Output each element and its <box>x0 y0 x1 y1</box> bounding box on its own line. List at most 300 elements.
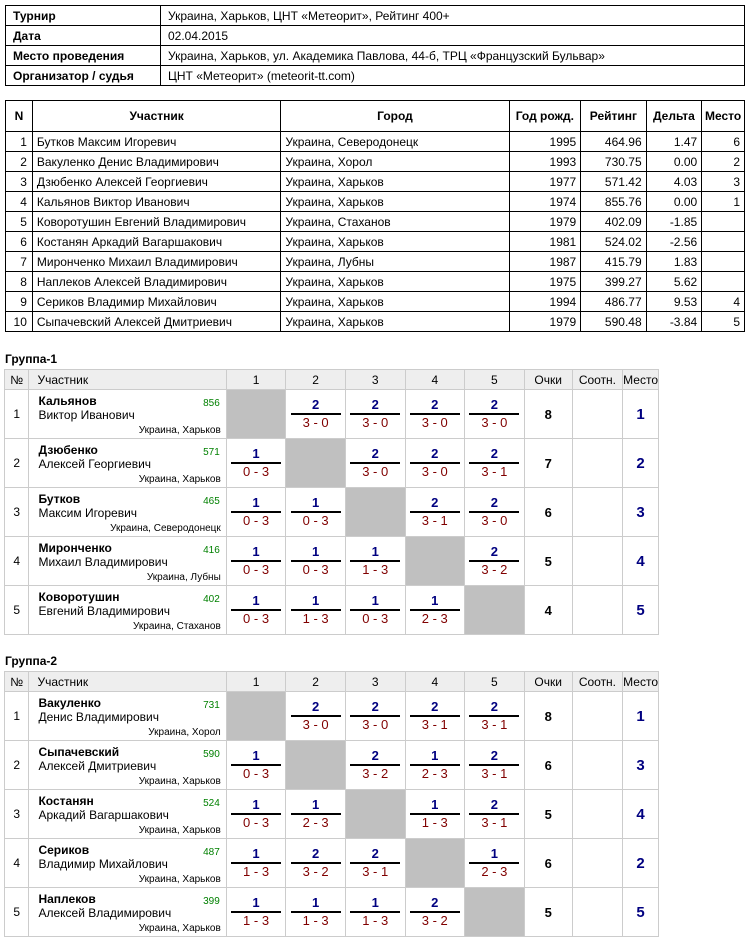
match-score <box>410 593 460 627</box>
participant-row <box>6 252 745 272</box>
participant-cell: Украина, Северодонецк <box>281 132 509 152</box>
group-header-cell: 1 <box>226 672 286 692</box>
match-score <box>350 446 400 480</box>
participant-cell: Украина, Хорол <box>281 152 509 172</box>
match-points: 2 <box>350 699 400 717</box>
match-score <box>231 846 281 880</box>
match-points: 1 <box>350 544 400 562</box>
match-score <box>231 748 281 782</box>
set-score: 3 - 1 <box>481 815 508 830</box>
match-result-cell <box>345 537 405 586</box>
participant-cell: Наплеков Алексей Владимирович <box>32 272 281 292</box>
match-score <box>350 544 400 578</box>
participant-cell: Костанян Аркадий Вагаршакович <box>32 232 281 252</box>
match-points: 2 <box>410 895 460 913</box>
match-score <box>410 797 460 831</box>
self-match-cell <box>465 888 525 937</box>
participant-cell: 415.79 <box>581 252 646 272</box>
self-match-cell <box>465 586 525 635</box>
set-score: 3 - 2 <box>481 562 508 577</box>
player-last-name: Дзюбенко <box>38 443 98 457</box>
set-score: 0 - 3 <box>243 513 270 528</box>
match-result-cell <box>465 390 525 439</box>
group-row <box>5 586 659 635</box>
group-header-cell: 4 <box>405 370 465 390</box>
match-score <box>291 797 341 831</box>
player-last-name: Сыпачевский <box>38 745 120 759</box>
set-score: 2 - 3 <box>421 611 448 626</box>
participant-row <box>6 272 745 292</box>
player-city: Украина, Харьков <box>138 474 221 485</box>
match-score <box>410 895 460 929</box>
group-header <box>5 672 659 692</box>
ratio-cell <box>572 488 622 537</box>
info-row <box>6 26 745 46</box>
participant-cell: 524.02 <box>581 232 646 252</box>
participant-row <box>6 312 745 332</box>
participant-cell: Украина, Харьков <box>281 312 509 332</box>
match-points: 2 <box>350 846 400 864</box>
match-result-cell <box>465 692 525 741</box>
match-score <box>469 797 519 831</box>
participant-cell: Миронченко Михаил Владимирович <box>32 252 281 272</box>
participant-cell: 855.76 <box>581 192 646 212</box>
group-body <box>5 692 659 937</box>
points-cell: 6 <box>524 741 572 790</box>
match-result-cell <box>286 586 346 635</box>
match-score <box>350 397 400 431</box>
match-result-cell <box>405 439 465 488</box>
match-points: 1 <box>291 895 341 913</box>
participant-cell: 6 <box>702 132 745 152</box>
match-points: 1 <box>231 846 281 864</box>
ratio-cell <box>572 692 622 741</box>
match-points: 2 <box>469 797 519 815</box>
match-result-cell <box>286 839 346 888</box>
player-first-name: Алексей Владимирович <box>38 906 172 920</box>
participant-cell: Украина, Харьков <box>281 232 509 252</box>
match-result-cell <box>345 741 405 790</box>
player-cell <box>29 741 226 790</box>
set-score: 3 - 0 <box>362 415 389 430</box>
participant-cell: Кальянов Виктор Иванович <box>32 192 281 212</box>
set-score: 3 - 2 <box>421 913 448 928</box>
self-match-cell <box>226 390 286 439</box>
participant-cell: 9.53 <box>646 292 702 312</box>
place-cell: 1 <box>623 692 659 741</box>
place-cell: 4 <box>623 537 659 586</box>
match-score <box>231 544 281 578</box>
player-rating: 465 <box>203 496 220 507</box>
group-header-cell: 2 <box>286 370 346 390</box>
set-score: 0 - 3 <box>302 513 329 528</box>
group-body <box>5 390 659 635</box>
participants-header-cell: Город <box>281 101 509 132</box>
place-cell: 5 <box>623 888 659 937</box>
participant-row <box>6 192 745 212</box>
match-score <box>350 895 400 929</box>
participant-cell: 5.62 <box>646 272 702 292</box>
player-rating: 399 <box>203 896 220 907</box>
player-last-name: Костанян <box>38 794 94 808</box>
match-points: 2 <box>350 748 400 766</box>
participant-cell: 8 <box>6 272 33 292</box>
participant-cell: 4.03 <box>646 172 702 192</box>
participant-cell: 1981 <box>509 232 581 252</box>
match-points: 2 <box>291 846 341 864</box>
ratio-cell <box>572 439 622 488</box>
player-rating: 487 <box>203 847 220 858</box>
self-match-cell <box>226 692 286 741</box>
match-result-cell <box>405 692 465 741</box>
match-result-cell <box>286 390 346 439</box>
match-points: 1 <box>231 544 281 562</box>
match-points: 1 <box>350 593 400 611</box>
participant-cell: 486.77 <box>581 292 646 312</box>
participant-cell: -1.85 <box>646 212 702 232</box>
participant-cell: 0.00 <box>646 192 702 212</box>
ratio-cell <box>572 741 622 790</box>
match-score <box>410 397 460 431</box>
participant-cell: Вакуленко Денис Владимирович <box>32 152 281 172</box>
points-cell: 8 <box>524 390 572 439</box>
participant-cell: 1979 <box>509 212 581 232</box>
points-cell: 6 <box>524 488 572 537</box>
self-match-cell <box>345 790 405 839</box>
player-cell <box>29 390 226 439</box>
match-score <box>291 699 341 733</box>
player-last-name: Миронченко <box>38 541 112 555</box>
player-rating: 571 <box>203 447 220 458</box>
participant-cell: 3 <box>6 172 33 192</box>
group-row <box>5 692 659 741</box>
match-score <box>291 544 341 578</box>
player-first-name: Максим Игоревич <box>38 506 138 520</box>
participants-header-cell: Участник <box>32 101 281 132</box>
player-city: Украина, Харьков <box>138 874 221 885</box>
group-row <box>5 790 659 839</box>
participant-cell: 399.27 <box>581 272 646 292</box>
match-result-cell <box>226 537 286 586</box>
set-score: 1 - 3 <box>362 913 389 928</box>
player-last-name: Коворотушин <box>38 590 120 604</box>
match-points: 1 <box>410 748 460 766</box>
player-cell <box>29 839 226 888</box>
player-last-name: Вакуленко <box>38 696 101 710</box>
group-header-row <box>5 370 659 390</box>
set-score: 3 - 1 <box>362 864 389 879</box>
info-label: Турнир <box>6 6 161 26</box>
match-score <box>231 895 281 929</box>
row-number: 1 <box>5 390 29 439</box>
player-rating: 731 <box>203 700 220 711</box>
match-result-cell <box>226 888 286 937</box>
match-result-cell <box>465 488 525 537</box>
match-result-cell <box>465 839 525 888</box>
set-score: 3 - 0 <box>481 415 508 430</box>
group-header-cell: Место <box>623 672 659 692</box>
group-header-cell: № <box>5 672 29 692</box>
match-points: 2 <box>469 699 519 717</box>
info-value: Украина, Харьков, ул. Академика Павлова, 44-б, ТРЦ «Французский Бульвар» <box>161 46 745 66</box>
row-number: 3 <box>5 790 29 839</box>
info-label: Место проведения <box>6 46 161 66</box>
group-row <box>5 439 659 488</box>
set-score: 3 - 2 <box>362 766 389 781</box>
match-result-cell <box>286 537 346 586</box>
group-2-table <box>4 671 659 937</box>
participant-cell: 1.47 <box>646 132 702 152</box>
match-points: 1 <box>291 544 341 562</box>
tournament-info-table <box>5 5 745 86</box>
participant-cell: 464.96 <box>581 132 646 152</box>
participant-cell: Сериков Владимир Михайлович <box>32 292 281 312</box>
match-result-cell <box>345 839 405 888</box>
set-score: 1 - 3 <box>421 815 448 830</box>
player-rating: 590 <box>203 749 220 760</box>
player-city: Украина, Харьков <box>138 425 221 436</box>
set-score: 3 - 1 <box>481 464 508 479</box>
match-points: 2 <box>469 544 519 562</box>
match-score <box>291 593 341 627</box>
match-result-cell <box>465 439 525 488</box>
participant-cell: Украина, Харьков <box>281 172 509 192</box>
match-result-cell <box>465 741 525 790</box>
set-score: 0 - 3 <box>362 611 389 626</box>
ratio-cell <box>572 790 622 839</box>
set-score: 0 - 3 <box>243 464 270 479</box>
group-header-cell: 3 <box>345 672 405 692</box>
participant-cell: -3.84 <box>646 312 702 332</box>
group-header-cell: Очки <box>524 370 572 390</box>
participant-cell: 0.00 <box>646 152 702 172</box>
participant-cell: 1975 <box>509 272 581 292</box>
match-points: 1 <box>231 593 281 611</box>
participants-table <box>5 100 745 332</box>
place-cell: 2 <box>623 839 659 888</box>
participants-header-cell: Место <box>702 101 745 132</box>
participant-cell: Коворотушин Евгений Владимирович <box>32 212 281 232</box>
match-points: 1 <box>291 797 341 815</box>
participants-header-cell: N <box>6 101 33 132</box>
match-points: 2 <box>469 748 519 766</box>
participant-cell: 1.83 <box>646 252 702 272</box>
participant-cell: 10 <box>6 312 33 332</box>
group-1-title: Группа-1 <box>5 352 58 366</box>
participants-header-cell: Рейтинг <box>581 101 646 132</box>
match-score <box>469 846 519 880</box>
set-score: 3 - 1 <box>481 717 508 732</box>
set-score: 2 - 3 <box>421 766 448 781</box>
set-score: 2 - 3 <box>302 815 329 830</box>
set-score: 0 - 3 <box>243 562 270 577</box>
group-2-title: Группа-2 <box>5 654 58 668</box>
participant-cell: 1979 <box>509 312 581 332</box>
row-number: 2 <box>5 741 29 790</box>
match-points: 1 <box>469 846 519 864</box>
match-result-cell <box>405 390 465 439</box>
participant-cell: 1995 <box>509 132 581 152</box>
set-score: 1 - 3 <box>302 611 329 626</box>
participant-cell: 1993 <box>509 152 581 172</box>
place-cell: 4 <box>623 790 659 839</box>
ratio-cell <box>572 586 622 635</box>
player-first-name: Михаил Владимирович <box>38 555 168 569</box>
self-match-cell <box>405 839 465 888</box>
participant-row <box>6 152 745 172</box>
match-points: 2 <box>469 446 519 464</box>
row-number: 3 <box>5 488 29 537</box>
participant-cell: 1974 <box>509 192 581 212</box>
points-cell: 8 <box>524 692 572 741</box>
player-city: Украина, Харьков <box>138 923 221 934</box>
match-result-cell <box>405 741 465 790</box>
match-result-cell <box>226 790 286 839</box>
group-header-cell: Очки <box>524 672 572 692</box>
info-value: Украина, Харьков, ЦНТ «Метеорит», Рейтинг 400+ <box>161 6 745 26</box>
player-rating: 524 <box>203 798 220 809</box>
match-points: 2 <box>469 397 519 415</box>
match-result-cell <box>345 586 405 635</box>
match-score <box>410 495 460 529</box>
match-result-cell <box>226 741 286 790</box>
group-header-cell: № <box>5 370 29 390</box>
match-score <box>350 699 400 733</box>
set-score: 1 - 3 <box>302 913 329 928</box>
match-score <box>350 748 400 782</box>
set-score: 3 - 0 <box>421 415 448 430</box>
participant-cell: 1987 <box>509 252 581 272</box>
participant-cell: Бутков Максим Игоревич <box>32 132 281 152</box>
ratio-cell <box>572 888 622 937</box>
participants-header-row <box>6 101 745 132</box>
group-row <box>5 839 659 888</box>
player-city: Украина, Северодонецк <box>110 523 221 534</box>
match-points: 1 <box>410 797 460 815</box>
set-score: 3 - 0 <box>302 717 329 732</box>
ratio-cell <box>572 390 622 439</box>
participant-cell: Украина, Стаханов <box>281 212 509 232</box>
player-first-name: Алексей Георгиевич <box>38 457 152 471</box>
player-first-name: Евгений Владимирович <box>38 604 171 618</box>
match-result-cell <box>286 888 346 937</box>
participant-cell <box>702 252 745 272</box>
participant-row <box>6 132 745 152</box>
participant-cell <box>702 232 745 252</box>
participant-cell: 402.09 <box>581 212 646 232</box>
points-cell: 7 <box>524 439 572 488</box>
match-result-cell <box>405 790 465 839</box>
match-result-cell <box>226 839 286 888</box>
match-points: 1 <box>291 593 341 611</box>
group-header-cell: 3 <box>345 370 405 390</box>
participants-header-cell: Дельта <box>646 101 702 132</box>
place-cell: 1 <box>623 390 659 439</box>
match-result-cell <box>286 790 346 839</box>
match-points: 1 <box>291 495 341 513</box>
participant-cell: Украина, Лубны <box>281 252 509 272</box>
self-match-cell <box>286 741 346 790</box>
player-rating: 402 <box>203 594 220 605</box>
points-cell: 5 <box>524 790 572 839</box>
player-cell <box>29 537 226 586</box>
self-match-cell <box>286 439 346 488</box>
self-match-cell <box>405 537 465 586</box>
row-number: 4 <box>5 839 29 888</box>
match-points: 1 <box>350 895 400 913</box>
set-score: 3 - 1 <box>481 766 508 781</box>
match-score <box>350 593 400 627</box>
set-score: 3 - 0 <box>362 717 389 732</box>
set-score: 1 - 3 <box>362 562 389 577</box>
row-number: 4 <box>5 537 29 586</box>
match-score <box>469 699 519 733</box>
info-value: ЦНТ «Метеорит» (meteorit-tt.com) <box>161 66 745 86</box>
participant-cell: 2 <box>6 152 33 172</box>
participant-cell <box>702 212 745 232</box>
set-score: 3 - 0 <box>421 464 448 479</box>
match-score <box>410 748 460 782</box>
player-city: Украина, Хорол <box>148 727 221 738</box>
player-last-name: Бутков <box>38 492 81 506</box>
participant-cell: Украина, Харьков <box>281 192 509 212</box>
participant-cell: 5 <box>702 312 745 332</box>
match-result-cell <box>405 586 465 635</box>
points-cell: 5 <box>524 537 572 586</box>
set-score: 0 - 3 <box>243 611 270 626</box>
group-row <box>5 488 659 537</box>
player-rating: 856 <box>203 398 220 409</box>
player-first-name: Алексей Дмитриевич <box>38 759 157 773</box>
match-points: 2 <box>410 446 460 464</box>
match-result-cell <box>226 586 286 635</box>
participants-header-cell: Год рожд. <box>509 101 581 132</box>
match-score <box>231 446 281 480</box>
place-cell: 3 <box>623 741 659 790</box>
set-score: 3 - 0 <box>481 513 508 528</box>
match-points: 1 <box>231 797 281 815</box>
player-city: Украина, Харьков <box>138 825 221 836</box>
points-cell: 5 <box>524 888 572 937</box>
match-points: 2 <box>350 446 400 464</box>
participant-cell: 9 <box>6 292 33 312</box>
match-result-cell <box>345 888 405 937</box>
place-cell: 2 <box>623 439 659 488</box>
participant-cell: 3 <box>702 172 745 192</box>
match-result-cell <box>345 692 405 741</box>
set-score: 1 - 3 <box>243 913 270 928</box>
player-first-name: Денис Владимирович <box>38 710 159 724</box>
info-label: Организатор / судья <box>6 66 161 86</box>
match-points: 2 <box>350 397 400 415</box>
participant-cell: Сыпачевский Алексей Дмитриевич <box>32 312 281 332</box>
group-row <box>5 741 659 790</box>
player-first-name: Владимир Михайлович <box>38 857 168 871</box>
participant-cell: 1 <box>6 132 33 152</box>
set-score: 2 - 3 <box>481 864 508 879</box>
group-header-cell: 5 <box>465 672 525 692</box>
participant-cell: 1 <box>702 192 745 212</box>
info-row <box>6 6 745 26</box>
match-result-cell <box>286 488 346 537</box>
ratio-cell <box>572 537 622 586</box>
match-points: 2 <box>410 397 460 415</box>
participant-row <box>6 292 745 312</box>
match-score <box>469 446 519 480</box>
set-score: 0 - 3 <box>243 766 270 781</box>
group-header-cell: 1 <box>226 370 286 390</box>
group-header <box>5 370 659 390</box>
